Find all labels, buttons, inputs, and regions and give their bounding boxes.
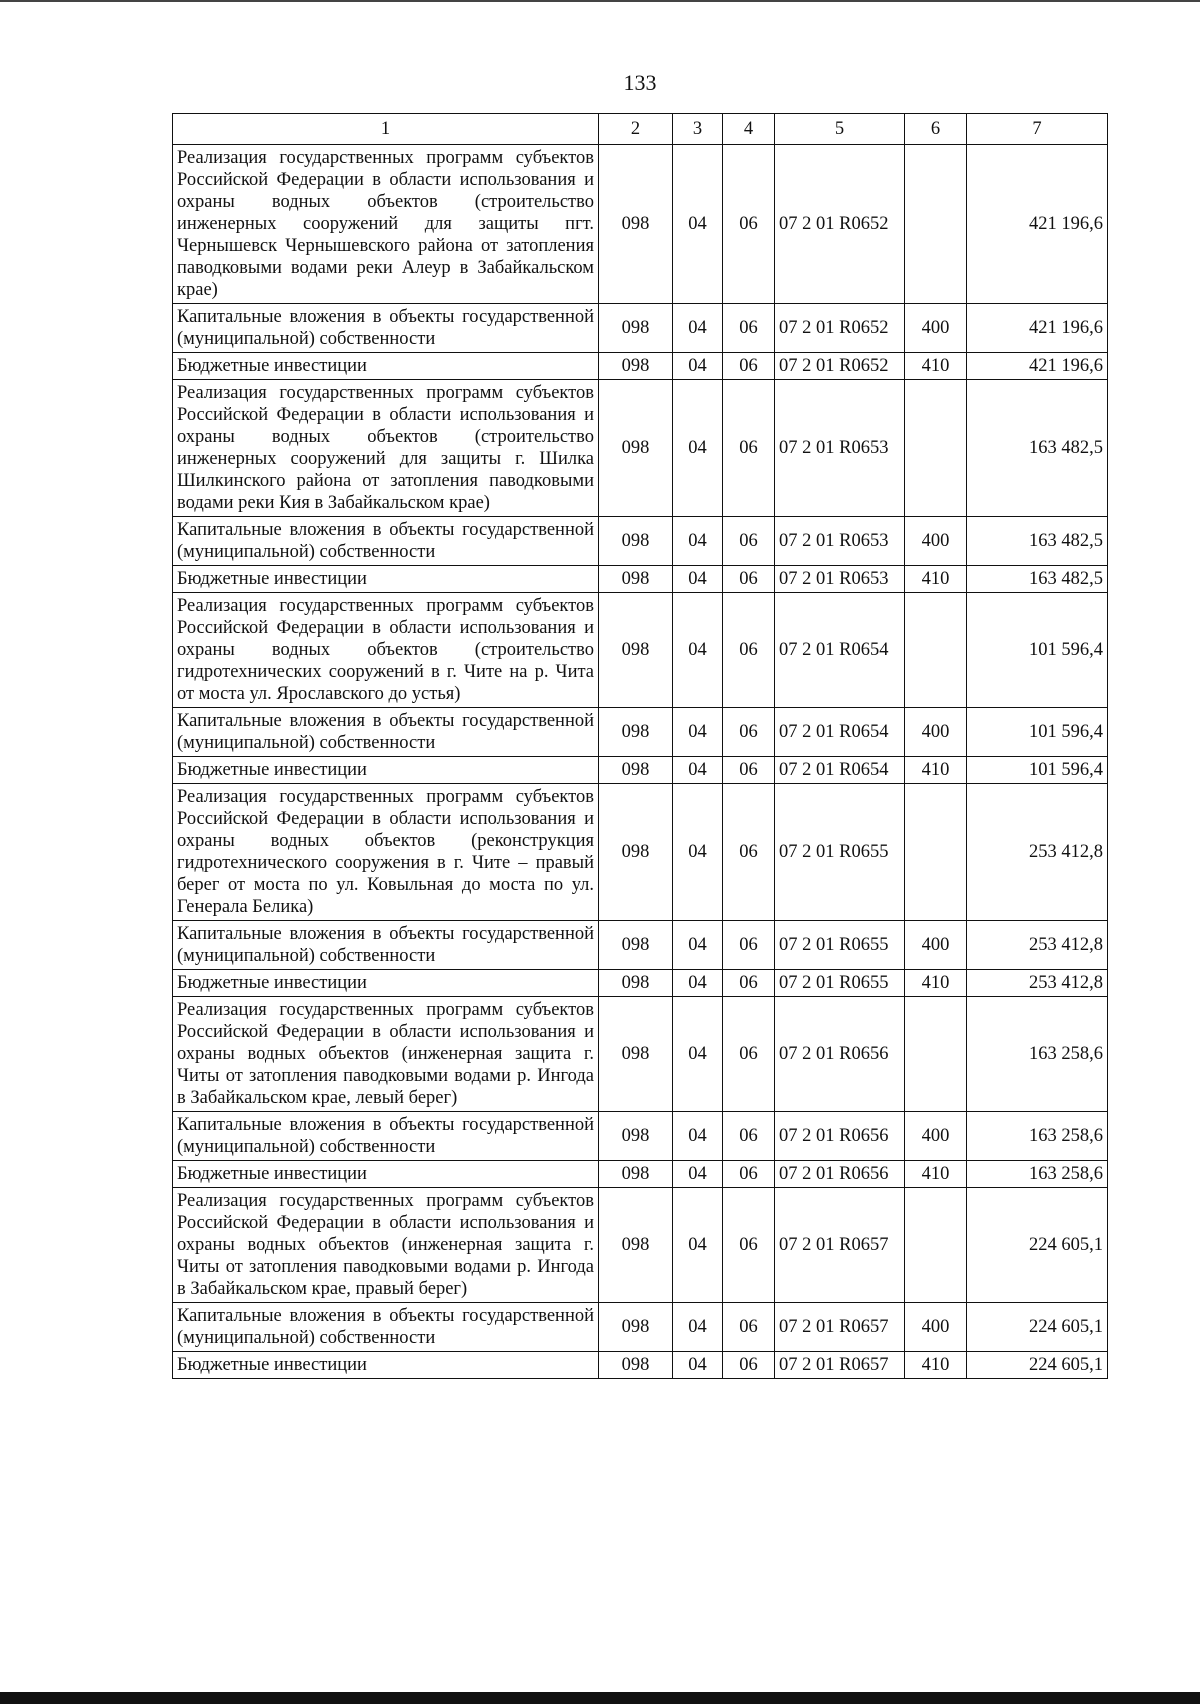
section-code: 04 bbox=[673, 1112, 723, 1161]
amount: 421 196,6 bbox=[967, 353, 1108, 380]
ministry-code: 098 bbox=[599, 145, 673, 304]
expense-type-code: 400 bbox=[905, 517, 967, 566]
target-article-code: 07 2 01 R0656 bbox=[775, 1161, 905, 1188]
column-header: 7 bbox=[967, 114, 1108, 145]
section-code: 04 bbox=[673, 304, 723, 353]
table-header-row bbox=[173, 114, 1108, 145]
ministry-code: 098 bbox=[599, 517, 673, 566]
row-description: Бюджетные инвестиции bbox=[173, 1352, 599, 1379]
ministry-code: 098 bbox=[599, 353, 673, 380]
amount: 421 196,6 bbox=[967, 304, 1108, 353]
row-description: Бюджетные инвестиции bbox=[173, 566, 599, 593]
ministry-code: 098 bbox=[599, 1188, 673, 1303]
ministry-code: 098 bbox=[599, 304, 673, 353]
target-article-code: 07 2 01 R0656 bbox=[775, 997, 905, 1112]
table-row bbox=[173, 304, 1108, 353]
column-header: 2 bbox=[599, 114, 673, 145]
subsection-code: 06 bbox=[723, 757, 775, 784]
amount: 253 412,8 bbox=[967, 784, 1108, 921]
target-article-code: 07 2 01 R0655 bbox=[775, 784, 905, 921]
table-row bbox=[173, 1352, 1108, 1379]
target-article-code: 07 2 01 R0655 bbox=[775, 970, 905, 997]
subsection-code: 06 bbox=[723, 353, 775, 380]
section-code: 04 bbox=[673, 566, 723, 593]
row-description: Капитальные вложения в объекты государственной (муниципальной) собственности bbox=[173, 921, 599, 970]
column-header: 5 bbox=[775, 114, 905, 145]
amount: 101 596,4 bbox=[967, 708, 1108, 757]
expense-type-code: 410 bbox=[905, 353, 967, 380]
table-row bbox=[173, 1112, 1108, 1161]
amount: 163 482,5 bbox=[967, 566, 1108, 593]
expense-type-code: 400 bbox=[905, 708, 967, 757]
table-row bbox=[173, 145, 1108, 304]
row-description: Реализация государственных программ субъектов Российской Федерации в области использования и охраны водных объектов (строительство инженерных сооружений для защиты пгт. Чернышевск Чернышевского района от затопления паводковыми водами реки Алеур в Забайкальском крае) bbox=[173, 145, 599, 304]
subsection-code: 06 bbox=[723, 1112, 775, 1161]
row-description: Бюджетные инвестиции bbox=[173, 757, 599, 784]
section-code: 04 bbox=[673, 593, 723, 708]
target-article-code: 07 2 01 R0653 bbox=[775, 517, 905, 566]
amount: 101 596,4 bbox=[967, 593, 1108, 708]
subsection-code: 06 bbox=[723, 304, 775, 353]
target-article-code: 07 2 01 R0655 bbox=[775, 921, 905, 970]
row-description: Бюджетные инвестиции bbox=[173, 970, 599, 997]
amount: 253 412,8 bbox=[967, 921, 1108, 970]
subsection-code: 06 bbox=[723, 380, 775, 517]
subsection-code: 06 bbox=[723, 566, 775, 593]
section-code: 04 bbox=[673, 921, 723, 970]
ministry-code: 098 bbox=[599, 593, 673, 708]
target-article-code: 07 2 01 R0657 bbox=[775, 1352, 905, 1379]
expense-type-code: 410 bbox=[905, 1161, 967, 1188]
section-code: 04 bbox=[673, 1161, 723, 1188]
subsection-code: 06 bbox=[723, 997, 775, 1112]
amount: 163 482,5 bbox=[967, 380, 1108, 517]
target-article-code: 07 2 01 R0657 bbox=[775, 1303, 905, 1352]
table-row bbox=[173, 517, 1108, 566]
subsection-code: 06 bbox=[723, 145, 775, 304]
subsection-code: 06 bbox=[723, 1303, 775, 1352]
ministry-code: 098 bbox=[599, 757, 673, 784]
table-row bbox=[173, 1303, 1108, 1352]
ministry-code: 098 bbox=[599, 997, 673, 1112]
expense-type-code: 410 bbox=[905, 566, 967, 593]
table-row bbox=[173, 566, 1108, 593]
row-description: Реализация государственных программ субъектов Российской Федерации в области использования и охраны водных объектов (строительство инженерных сооружений для защиты г. Шилка Шилкинского района от затопления паводковыми водами реки Кия в Забайкальском крае) bbox=[173, 380, 599, 517]
expense-type-code bbox=[905, 593, 967, 708]
row-description: Реализация государственных программ субъектов Российской Федерации в области использования и охраны водных объектов (инженерная защита г. Читы от затопления паводковыми водами р. Ингода в Забайкальском крае, левый берег) bbox=[173, 997, 599, 1112]
table-row bbox=[173, 997, 1108, 1112]
ministry-code: 098 bbox=[599, 921, 673, 970]
expense-type-code bbox=[905, 380, 967, 517]
target-article-code: 07 2 01 R0652 bbox=[775, 145, 905, 304]
page-number: 133 bbox=[623, 70, 657, 95]
expense-type-code bbox=[905, 1188, 967, 1303]
table-row bbox=[173, 593, 1108, 708]
column-header: 3 bbox=[673, 114, 723, 145]
ministry-code: 098 bbox=[599, 708, 673, 757]
target-article-code: 07 2 01 R0656 bbox=[775, 1112, 905, 1161]
subsection-code: 06 bbox=[723, 708, 775, 757]
subsection-code: 06 bbox=[723, 1352, 775, 1379]
ministry-code: 098 bbox=[599, 566, 673, 593]
section-code: 04 bbox=[673, 380, 723, 517]
section-code: 04 bbox=[673, 1303, 723, 1352]
expense-type-code: 410 bbox=[905, 970, 967, 997]
row-description: Капитальные вложения в объекты государственной (муниципальной) собственности bbox=[173, 304, 599, 353]
row-description: Капитальные вложения в объекты государственной (муниципальной) собственности bbox=[173, 708, 599, 757]
table-body bbox=[173, 145, 1108, 1379]
ministry-code: 098 bbox=[599, 1112, 673, 1161]
amount: 163 258,6 bbox=[967, 997, 1108, 1112]
amount: 224 605,1 bbox=[967, 1188, 1108, 1303]
section-code: 04 bbox=[673, 1352, 723, 1379]
amount: 163 258,6 bbox=[967, 1112, 1108, 1161]
table-row bbox=[173, 757, 1108, 784]
amount: 421 196,6 bbox=[967, 145, 1108, 304]
section-code: 04 bbox=[673, 997, 723, 1112]
subsection-code: 06 bbox=[723, 784, 775, 921]
row-description: Капитальные вложения в объекты государственной (муниципальной) собственности bbox=[173, 1112, 599, 1161]
row-description: Капитальные вложения в объекты государственной (муниципальной) собственности bbox=[173, 1303, 599, 1352]
expense-type-code bbox=[905, 145, 967, 304]
table-row bbox=[173, 921, 1108, 970]
amount: 224 605,1 bbox=[967, 1303, 1108, 1352]
table-row bbox=[173, 708, 1108, 757]
amount: 101 596,4 bbox=[967, 757, 1108, 784]
expense-type-code: 410 bbox=[905, 1352, 967, 1379]
ministry-code: 098 bbox=[599, 970, 673, 997]
amount: 163 258,6 bbox=[967, 1161, 1108, 1188]
row-description: Капитальные вложения в объекты государственной (муниципальной) собственности bbox=[173, 517, 599, 566]
scan-top-edge bbox=[0, 0, 1200, 2]
target-article-code: 07 2 01 R0653 bbox=[775, 380, 905, 517]
section-code: 04 bbox=[673, 970, 723, 997]
subsection-code: 06 bbox=[723, 1161, 775, 1188]
table-row bbox=[173, 1161, 1108, 1188]
expense-type-code: 400 bbox=[905, 921, 967, 970]
ministry-code: 098 bbox=[599, 1303, 673, 1352]
table-row bbox=[173, 1188, 1108, 1303]
row-description: Реализация государственных программ субъектов Российской Федерации в области использования и охраны водных объектов (строительство гидротехнических сооружений в г. Чите на р. Чита от моста ул. Ярославского до устья) bbox=[173, 593, 599, 708]
target-article-code: 07 2 01 R0652 bbox=[775, 304, 905, 353]
section-code: 04 bbox=[673, 353, 723, 380]
expense-type-code: 400 bbox=[905, 1303, 967, 1352]
subsection-code: 06 bbox=[723, 921, 775, 970]
table-row bbox=[173, 970, 1108, 997]
target-article-code: 07 2 01 R0657 bbox=[775, 1188, 905, 1303]
expense-type-code: 400 bbox=[905, 304, 967, 353]
amount: 163 482,5 bbox=[967, 517, 1108, 566]
table-row bbox=[173, 784, 1108, 921]
section-code: 04 bbox=[673, 784, 723, 921]
ministry-code: 098 bbox=[599, 1352, 673, 1379]
amount: 224 605,1 bbox=[967, 1352, 1108, 1379]
subsection-code: 06 bbox=[723, 517, 775, 566]
subsection-code: 06 bbox=[723, 970, 775, 997]
table-row bbox=[173, 353, 1108, 380]
target-article-code: 07 2 01 R0652 bbox=[775, 353, 905, 380]
section-code: 04 bbox=[673, 708, 723, 757]
scan-bottom-edge bbox=[0, 1692, 1200, 1704]
expense-type-code: 400 bbox=[905, 1112, 967, 1161]
budget-table bbox=[172, 113, 1108, 1379]
section-code: 04 bbox=[673, 517, 723, 566]
column-header: 6 bbox=[905, 114, 967, 145]
row-description: Бюджетные инвестиции bbox=[173, 353, 599, 380]
section-code: 04 bbox=[673, 145, 723, 304]
target-article-code: 07 2 01 R0654 bbox=[775, 593, 905, 708]
column-header: 4 bbox=[723, 114, 775, 145]
row-description: Реализация государственных программ субъектов Российской Федерации в области использования и охраны водных объектов (реконструкция гидротехнического сооружения в г. Чите – правый берег от моста по ул. Ковыльная до моста по ул. Генерала Белика) bbox=[173, 784, 599, 921]
column-header: 1 bbox=[173, 114, 599, 145]
expense-type-code bbox=[905, 784, 967, 921]
section-code: 04 bbox=[673, 1188, 723, 1303]
table-row bbox=[173, 380, 1108, 517]
ministry-code: 098 bbox=[599, 380, 673, 517]
target-article-code: 07 2 01 R0653 bbox=[775, 566, 905, 593]
section-code: 04 bbox=[673, 757, 723, 784]
expense-type-code bbox=[905, 997, 967, 1112]
ministry-code: 098 bbox=[599, 1161, 673, 1188]
row-description: Бюджетные инвестиции bbox=[173, 1161, 599, 1188]
target-article-code: 07 2 01 R0654 bbox=[775, 708, 905, 757]
target-article-code: 07 2 01 R0654 bbox=[775, 757, 905, 784]
subsection-code: 06 bbox=[723, 593, 775, 708]
row-description: Реализация государственных программ субъектов Российской Федерации в области использования и охраны водных объектов (инженерная защита г. Читы от затопления паводковыми водами р. Ингода в Забайкальском крае, правый берег) bbox=[173, 1188, 599, 1303]
amount: 253 412,8 bbox=[967, 970, 1108, 997]
subsection-code: 06 bbox=[723, 1188, 775, 1303]
ministry-code: 098 bbox=[599, 784, 673, 921]
expense-type-code: 410 bbox=[905, 757, 967, 784]
